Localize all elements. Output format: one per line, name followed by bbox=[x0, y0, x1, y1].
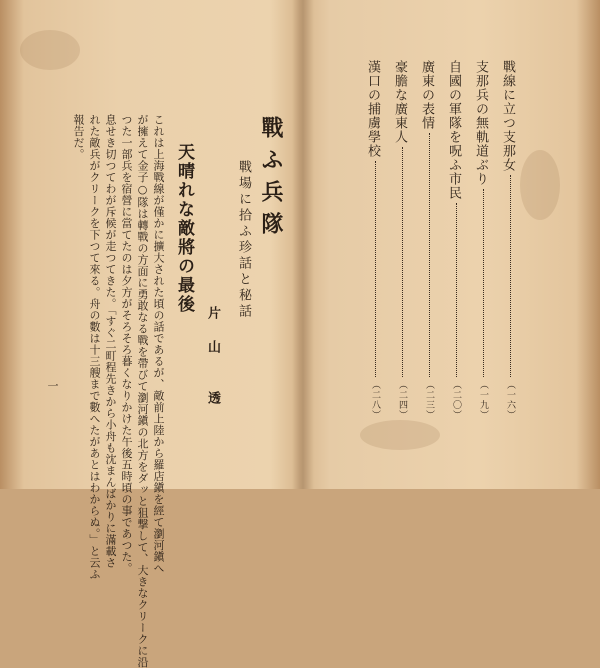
toc-leader-dots bbox=[375, 161, 376, 377]
book-subtitle: 戰場に拾ふ珍話と秘話 bbox=[236, 160, 251, 320]
toc-entry-title: 豪膽な廣東人 bbox=[392, 60, 407, 144]
toc-entry-page: （二三） bbox=[424, 380, 434, 420]
toc-entry-title: 廣東の表情 bbox=[419, 60, 434, 130]
toc-leader-dots bbox=[429, 133, 430, 377]
toc-entry-page: （一九） bbox=[478, 380, 488, 420]
toc-entry bbox=[390, 60, 409, 420]
toc-entry-page: （二〇） bbox=[451, 380, 461, 420]
toc-entry-page: （二四） bbox=[397, 380, 407, 420]
body-text-column: れた敵兵がクリークを下つて來る。舟の數は十三艘まで數へたがあとはわからぬ。」と云ふ bbox=[88, 114, 101, 580]
toc-entry bbox=[444, 60, 463, 420]
toc-entry-page: （二八） bbox=[370, 380, 380, 420]
book-title: 戰ふ兵隊 bbox=[258, 116, 284, 244]
body-text-column: これは上海戰線が僅かに擴大された頃の話であるが、敵前上陸から羅店鎭を經て瀏河鎭へ bbox=[152, 114, 165, 574]
body-text-column: が擁えて金子○隊は轉戰の方面に勇敢なる戰を帶びて瀏河鎭の北方をダッと狙撃して、大きなクリークに沿 bbox=[136, 114, 149, 668]
chapter-title: 天晴れな敵將の最後 bbox=[174, 143, 194, 314]
toc-entry-title: 戰線に立つ支那女 bbox=[500, 60, 515, 172]
toc-leader-dots bbox=[483, 189, 484, 377]
toc-entry bbox=[363, 60, 382, 420]
toc-leader-dots bbox=[402, 147, 403, 377]
toc-leader-dots bbox=[456, 203, 457, 377]
toc-entry bbox=[417, 60, 436, 420]
right-page bbox=[300, 0, 600, 489]
toc-entry-title: 支那兵の無軌道ぶり bbox=[473, 60, 488, 186]
toc-entry bbox=[471, 60, 490, 420]
page-number: 一 bbox=[46, 380, 59, 391]
toc-entry-title: 自國の軍隊を呪ふ市民 bbox=[446, 60, 461, 200]
toc-entry-page: （一六） bbox=[505, 380, 515, 420]
toc-entry bbox=[498, 60, 517, 420]
body-text-column: つた一部兵を宿營に當てたのは夕方がそろそろ暮くなりかけた午後五時頃の事であつた。 bbox=[120, 114, 133, 574]
toc-leader-dots bbox=[510, 175, 511, 377]
body-text-column: 息せき切つてわが斥候が走つてきた。「すぐ二町程先きから小舟も沈まんばかりに滿載さ bbox=[104, 114, 117, 569]
body-text-column: 報告だ。 bbox=[72, 114, 85, 160]
toc-entry-title: 漢口の捕虜學校 bbox=[365, 60, 380, 158]
author-name: 片 山 透 bbox=[205, 306, 220, 408]
